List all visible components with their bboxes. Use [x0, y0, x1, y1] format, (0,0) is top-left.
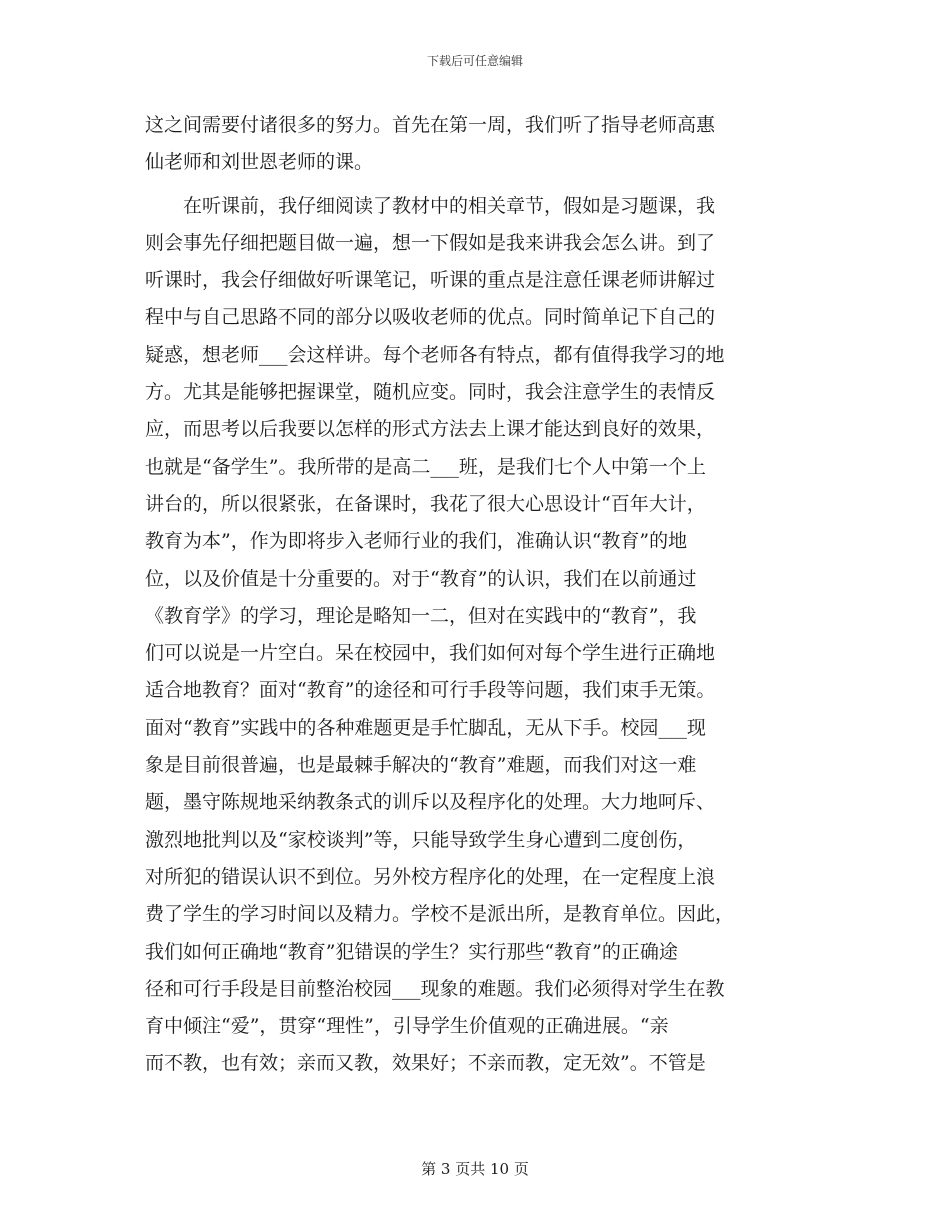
text-line: 仙老师和刘世恩老师的课。	[145, 151, 374, 174]
text-line: 也就是“备学生”。我所带的是高二___班，是我们七个人中第一个上	[145, 455, 706, 478]
text-line: 位，以及价值是十分重要的。对于“教育”的认识，我们在以前通过	[145, 567, 697, 590]
text-line: 们可以说是一片空白。呆在校园中，我们如何对每个学生进行正确地	[145, 642, 716, 665]
text-line: 应，而思考以后我要以怎样的形式方法去上课才能达到良好的效果，	[145, 418, 716, 441]
text-line: 面对“教育”实践中的各种难题更是手忙脚乱，无从下手。校园___现	[145, 716, 706, 739]
text-line: 教育为本”，作为即将步入老师行业的我们，准确认识“教育”的地	[145, 530, 688, 553]
text-line: 程中与自己思路不同的部分以吸收老师的优点。同时简单记下自己的	[145, 306, 716, 329]
text-line: 则会事先仔细把题目做一遍，想一下假如是我来讲我会怎么讲。到了	[145, 231, 716, 254]
text-line: 激烈地批判以及“家校谈判”等，只能导致学生身心遭到二度创伤，	[145, 828, 697, 851]
text-line: 适合地教育？面对“教育”的途径和可行手段等问题，我们束手无策。	[145, 679, 716, 702]
text-line: 径和可行手段是目前整治校园___现象的难题。我们必须得对学生在教	[145, 977, 725, 1000]
text-line: 象是目前很普遍，也是最棘手解决的“教育”难题，而我们对这一难	[145, 754, 697, 777]
text-line: 讲台的，所以很紧张，在备课时，我花了很大心思设计“百年大计，	[145, 492, 706, 515]
text-line: 疑惑，想老师___会这样讲。每个老师各有特点，都有值得我学习的地	[145, 343, 725, 366]
page-header: 下载后可任意编辑	[426, 54, 523, 68]
text-line: 费了学生的学习时间以及精力。学校不是派出所，是教育单位。因此，	[145, 903, 735, 926]
page-number: 第 3 页共 10 页	[421, 1160, 529, 1178]
text-line: 《教育学》的学习，理论是略知一二，但对在实践中的“教育”，我	[145, 604, 697, 627]
paragraph-first-line: 在听课前，我仔细阅读了教材中的相关章节，假如是习题课，我	[145, 194, 716, 217]
text-line: 题，墨守陈规地采纳教条式的训斥以及程序化的处理。大力地呵斥、	[145, 791, 716, 814]
text-line: 我们如何正确地“教育”犯错误的学生？实行那些“教育”的正确途	[145, 940, 678, 963]
text-line: 育中倾注“爱”，贯穿“理性”，引导学生价值观的正确进展。“亲	[145, 1015, 669, 1038]
text-line: 这之间需要付诸很多的努力。首先在第一周，我们听了指导老师高惠	[145, 114, 716, 136]
text-line: 而不教，也有效；亲而又教，效果好；不亲而教，定无效”。不管是	[145, 1052, 706, 1075]
text-line: 听课时，我会仔细做好听课笔记，听课的重点是注意任课老师讲解过	[145, 269, 716, 292]
text-line: 方。尤其是能够把握课堂，随机应变。同时，我会注意学生的表情反	[145, 381, 716, 404]
body-text	[145, 107, 805, 1083]
text-line: 对所犯的错误认识不到位。另外校方程序化的处理，在一定程度上浪	[145, 865, 716, 888]
